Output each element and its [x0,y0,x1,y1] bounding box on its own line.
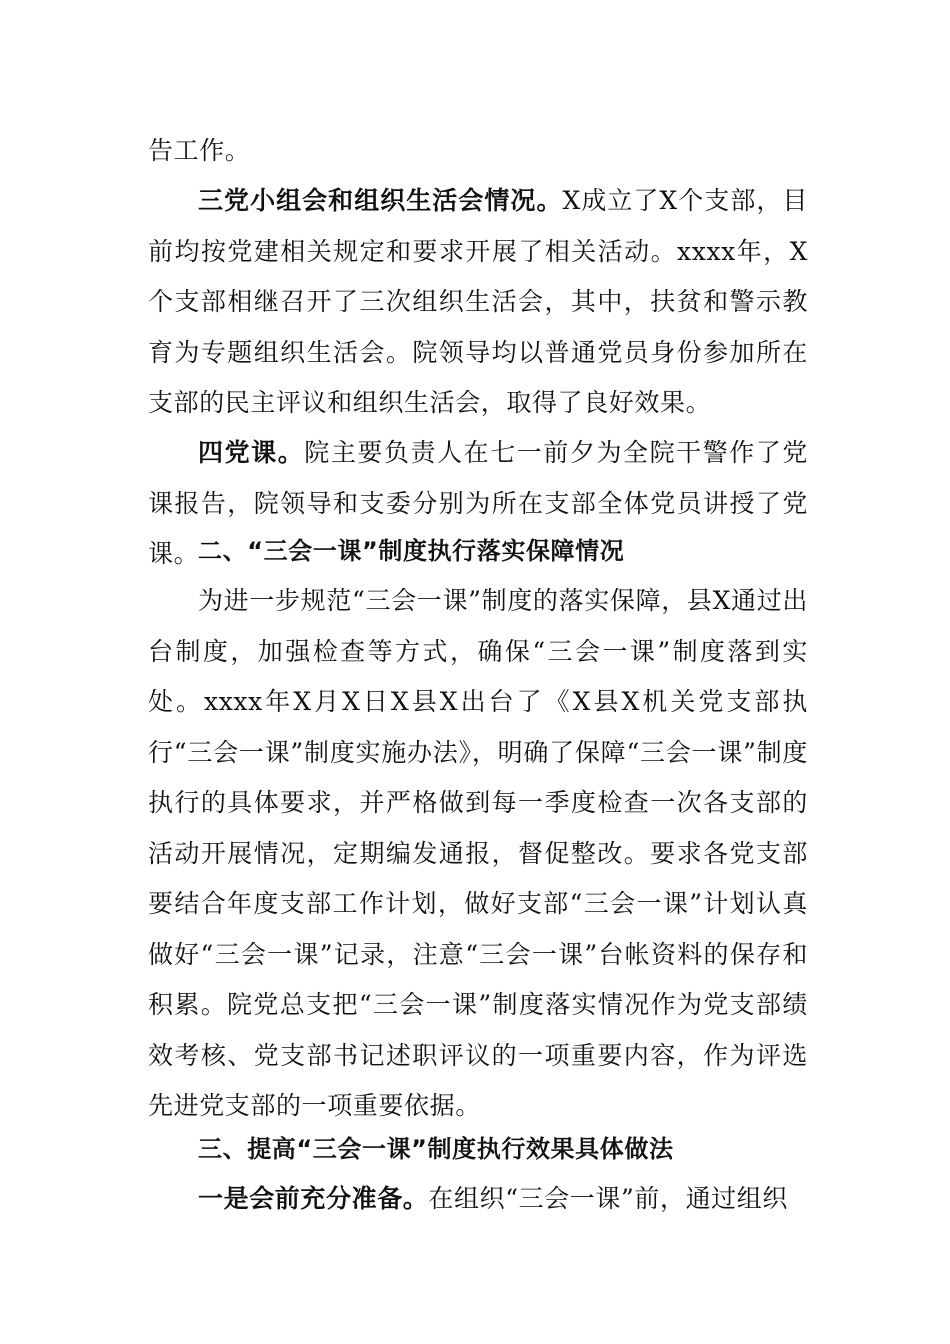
paragraph-lead: 三党小组会和组织生活会情况。 [198,186,563,215]
paragraph-text: 在组织“三会一课”前，通过组织 [428,1184,788,1213]
paragraph-party-group-meetings [148,176,808,429]
paragraph-text: X成立了X个支部，目前均按党建相关规定和要求开展了相关活动。xxxx年，X个支部相继召开了三次组织生活会，其中，扶贫和警示教育为专题组织生活会。院领导均以普通党员身份参加所在支部的民主评议和组织生活会，取得了良好效果。 [148,186,808,417]
section-heading-3 [148,1124,808,1175]
paragraph-lead: 一是会前充分准备。 [198,1184,429,1213]
paragraph-text: 为进一步规范“三会一课”制度的落实保障，县X通过出台制度，加强检查等方式，确保“三会一课”制度落到实处。xxxx年X月X日X县X出台了《X县X机关党支部执行“三会一课”制度实施办法》，明确了保障“三会一课”制度执行的具体要求，并严格做到每一季度检查一次各支部的活动开展情况，定期编发通报，督促整改。要求各党支部要结合年度支部工作计划，做好支部“三会一课”计划认真做好“三会一课”记录，注意“三会一课”台帐资料的保存和积累。院党总支把“三会一课”制度落实情况作为党支部绩效考核、党支部书记述职评议的一项重要内容，作为评选先进党支部的一项重要依据。 [148,586,808,1120]
heading-text: 二、“三会一课”制度执行落实保障情况 [198,537,625,565]
paragraph-text: 告工作。 [148,136,251,165]
heading-text: 三、提高“三会一课”制度执行效果具体做法 [198,1135,674,1163]
paragraph-guarantee [148,576,808,1132]
paragraph-continuation [148,126,808,177]
paragraph-text: 院主要负责人在七一前夕为全院干警作了党课报告，院领导和支委分别为所在支部全体党员讲授了党课。 [148,438,809,568]
section-heading-2 [148,526,808,577]
paragraph-preparation [148,1174,808,1225]
paragraph-lead: 四党课。 [198,438,305,467]
